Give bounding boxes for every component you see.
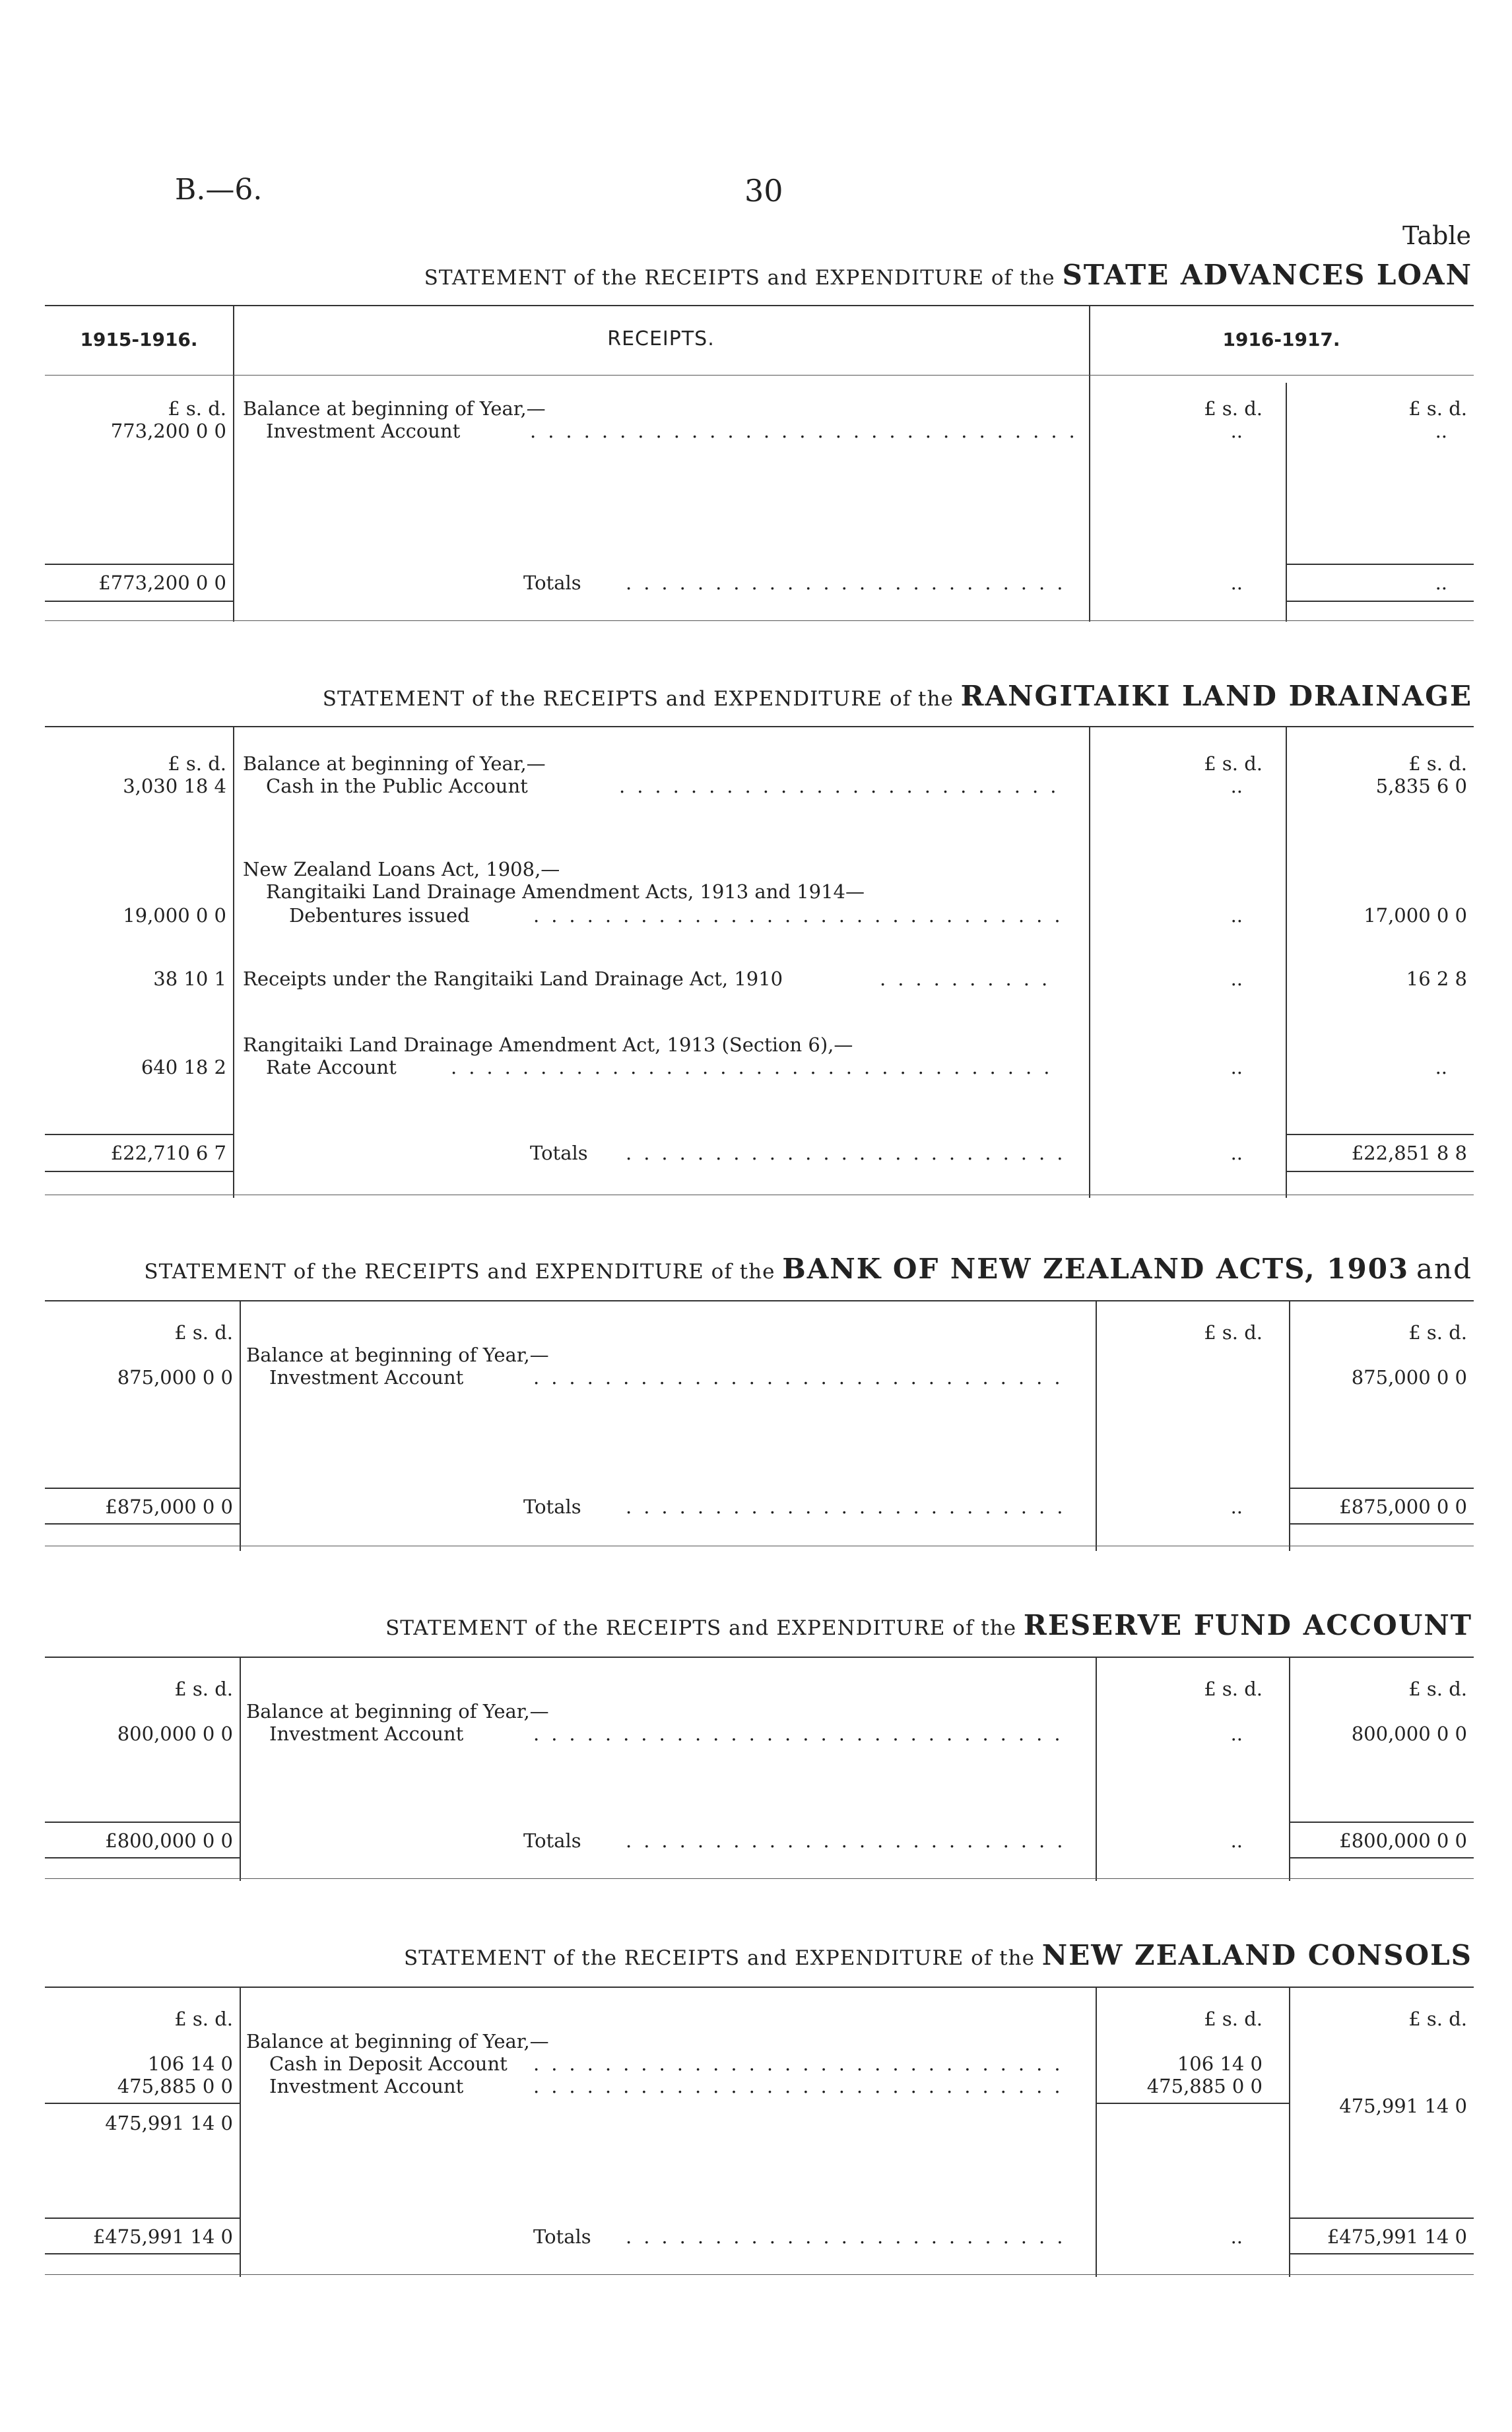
leader-dots: .........................: [626, 572, 1075, 594]
total-mid: ..: [1230, 572, 1243, 594]
units-label: £ s. d.: [1408, 752, 1467, 775]
subtotal-prior-year: 475,991 14 0: [105, 2112, 233, 2134]
units-label: £ s. d.: [1204, 397, 1263, 420]
page-number: 30: [744, 173, 783, 209]
line-item-subtext: Cash in Deposit Account: [269, 2053, 508, 2075]
leader-dots: ..............................: [533, 1366, 1072, 1389]
line-item-subtext: Cash in the Public Account: [266, 775, 528, 797]
leader-dots: ..............................: [533, 904, 1072, 927]
amount-current-year: 875,000 0 0: [1351, 1366, 1467, 1389]
leader-dots: ..................................: [451, 1056, 1062, 1078]
units-label: £ s. d.: [1204, 1321, 1263, 1344]
amount-prior-year: 19,000 0 0: [123, 904, 226, 927]
line-item-subtext: Investment Account: [269, 1366, 464, 1389]
line-item-text: Balance at beginning of Year,—: [243, 752, 546, 775]
total-mid: ..: [1230, 1829, 1243, 1852]
units-label: £ s. d.: [1408, 397, 1467, 420]
amount-prior-year: 800,000 0 0: [117, 1723, 233, 1745]
leader-dots: ..........: [880, 968, 1060, 990]
statement-table-reserve-fund: [45, 1657, 1474, 1881]
total-mid: ..: [1230, 1495, 1243, 1518]
statement-title: STATEMENT of the RECEIPTS and EXPENDITURE of the RANGITAIKI LAND DRAINAGE: [322, 680, 1472, 712]
units-label: £ s. d.: [1408, 1678, 1467, 1700]
amount-prior-year: 875,000 0 0: [117, 1366, 233, 1389]
units-label: £ s. d.: [1408, 1321, 1467, 1344]
units-label: £ s. d.: [174, 2008, 233, 2030]
subtotal-current-year: 475,991 14 0: [1339, 2095, 1467, 2117]
total-prior-year: £773,200 0 0: [98, 572, 226, 594]
total-prior-year: £875,000 0 0: [105, 1495, 233, 1518]
totals-label: Totals: [523, 1495, 581, 1518]
total-mid: ..: [1230, 2225, 1243, 2248]
line-item-subtext: Investment Account: [266, 420, 461, 442]
statement-title: STATEMENT of the RECEIPTS and EXPENDITURE of the NEW ZEALAND CONSOLS: [403, 1939, 1472, 1971]
amount-current-year: 16 2 8: [1406, 968, 1467, 990]
amount-mid: 475,885 0 0: [1146, 2075, 1263, 2097]
amount-prior-year: 475,885 0 0: [117, 2075, 233, 2097]
units-label: £ s. d.: [174, 1678, 233, 1700]
leader-dots: .........................: [626, 1495, 1075, 1518]
leader-dots: ..............................: [533, 2053, 1072, 2075]
amount-mid: ..: [1230, 904, 1243, 927]
amount-current-year: 800,000 0 0: [1351, 1723, 1467, 1745]
amount-current-year: 5,835 6 0: [1375, 775, 1467, 797]
statement-table-state-advances: [45, 305, 1474, 622]
amount-current-year: ..: [1435, 420, 1447, 442]
amount-mid: ..: [1230, 420, 1243, 442]
column-header-1915: 1915-1916.: [80, 329, 198, 350]
line-item-text: Rangitaiki Land Drainage Amendment Act, 1913 (Section 6),—: [243, 1034, 853, 1056]
statement-table-rangitaiki: [45, 726, 1474, 1198]
line-item-text: Balance at beginning of Year,—: [246, 1700, 549, 1723]
total-current-year: £475,991 14 0: [1327, 2225, 1467, 2248]
line-item-text: New Zealand Loans Act, 1908,—: [243, 858, 560, 880]
page-reference: B.—6.: [175, 173, 263, 207]
table-label: Table: [1402, 221, 1471, 250]
units-label: £ s. d.: [168, 752, 226, 775]
line-item-text: Balance at beginning of Year,—: [243, 397, 546, 420]
line-item-text: Receipts under the Rangitaiki Land Drainage Act, 1910: [243, 968, 783, 990]
amount-current-year: ..: [1435, 1056, 1447, 1078]
leader-dots: .........................: [626, 1829, 1075, 1852]
totals-label: Totals: [533, 2225, 591, 2248]
line-item-subtext: Investment Account: [269, 1723, 464, 1745]
totals-label: Totals: [523, 572, 581, 594]
units-label: £ s. d.: [1204, 1678, 1263, 1700]
statement-table-nz-consols: [45, 1987, 1474, 2277]
amount-mid: ..: [1230, 968, 1243, 990]
total-current-year: ..: [1435, 572, 1447, 594]
units-label: £ s. d.: [1408, 2008, 1467, 2030]
leader-dots: .........................: [626, 1142, 1075, 1164]
totals-label: Totals: [530, 1142, 588, 1164]
units-label: £ s. d.: [174, 1321, 233, 1344]
leader-dots: .........................: [626, 2225, 1075, 2248]
amount-mid: ..: [1230, 775, 1243, 797]
line-item-text: Balance at beginning of Year,—: [246, 2030, 549, 2053]
statement-title: STATEMENT of the RECEIPTS and EXPENDITURE of the STATE ADVANCES LOAN: [424, 259, 1472, 291]
line-item-text: Balance at beginning of Year,—: [246, 1344, 549, 1366]
totals-label: Totals: [523, 1829, 581, 1852]
total-prior-year: £800,000 0 0: [105, 1829, 233, 1852]
leader-dots: ..............................: [533, 2075, 1072, 2097]
total-current-year: £22,851 8 8: [1351, 1142, 1467, 1164]
amount-mid: ..: [1230, 1723, 1243, 1745]
statement-title: STATEMENT of the RECEIPTS and EXPENDITURE of the BANK OF NEW ZEALAND ACTS, 1903 and: [144, 1253, 1472, 1285]
total-prior-year: £22,710 6 7: [110, 1142, 226, 1164]
amount-prior-year: 773,200 0 0: [110, 420, 226, 442]
leader-dots: .........................: [619, 775, 1068, 797]
total-current-year: £875,000 0 0: [1339, 1495, 1467, 1518]
amount-prior-year: 3,030 18 4: [123, 775, 226, 797]
amount-current-year: 17,000 0 0: [1364, 904, 1467, 927]
leader-dots: ..............................: [533, 1723, 1072, 1745]
units-label: £ s. d.: [1204, 752, 1263, 775]
statement-title: STATEMENT of the RECEIPTS and EXPENDITURE of the RESERVE FUND ACCOUNT: [385, 1609, 1472, 1641]
units-label: £ s. d.: [168, 397, 226, 420]
total-current-year: £800,000 0 0: [1339, 1829, 1467, 1852]
amount-prior-year: 640 18 2: [141, 1056, 226, 1078]
line-item-subtext: Debentures issued: [289, 904, 470, 927]
line-item-subtext: Investment Account: [269, 2075, 464, 2097]
amount-prior-year: 106 14 0: [147, 2053, 233, 2075]
total-mid: ..: [1230, 1142, 1243, 1164]
units-label: £ s. d.: [1204, 2008, 1263, 2030]
line-item-text: Rangitaiki Land Drainage Amendment Acts, 1913 and 1914—: [266, 880, 865, 903]
amount-prior-year: 38 10 1: [153, 968, 226, 990]
line-item-subtext: Rate Account: [266, 1056, 397, 1078]
amount-mid: 106 14 0: [1177, 2053, 1263, 2075]
column-header-receipts: RECEIPTS.: [607, 327, 715, 350]
amount-mid: ..: [1230, 1056, 1243, 1078]
leader-dots: ...............................: [530, 420, 1087, 442]
total-prior-year: £475,991 14 0: [92, 2225, 233, 2248]
column-header-1916: 1916-1917.: [1222, 329, 1340, 350]
statement-table-bank-of-nz: [45, 1300, 1474, 1551]
